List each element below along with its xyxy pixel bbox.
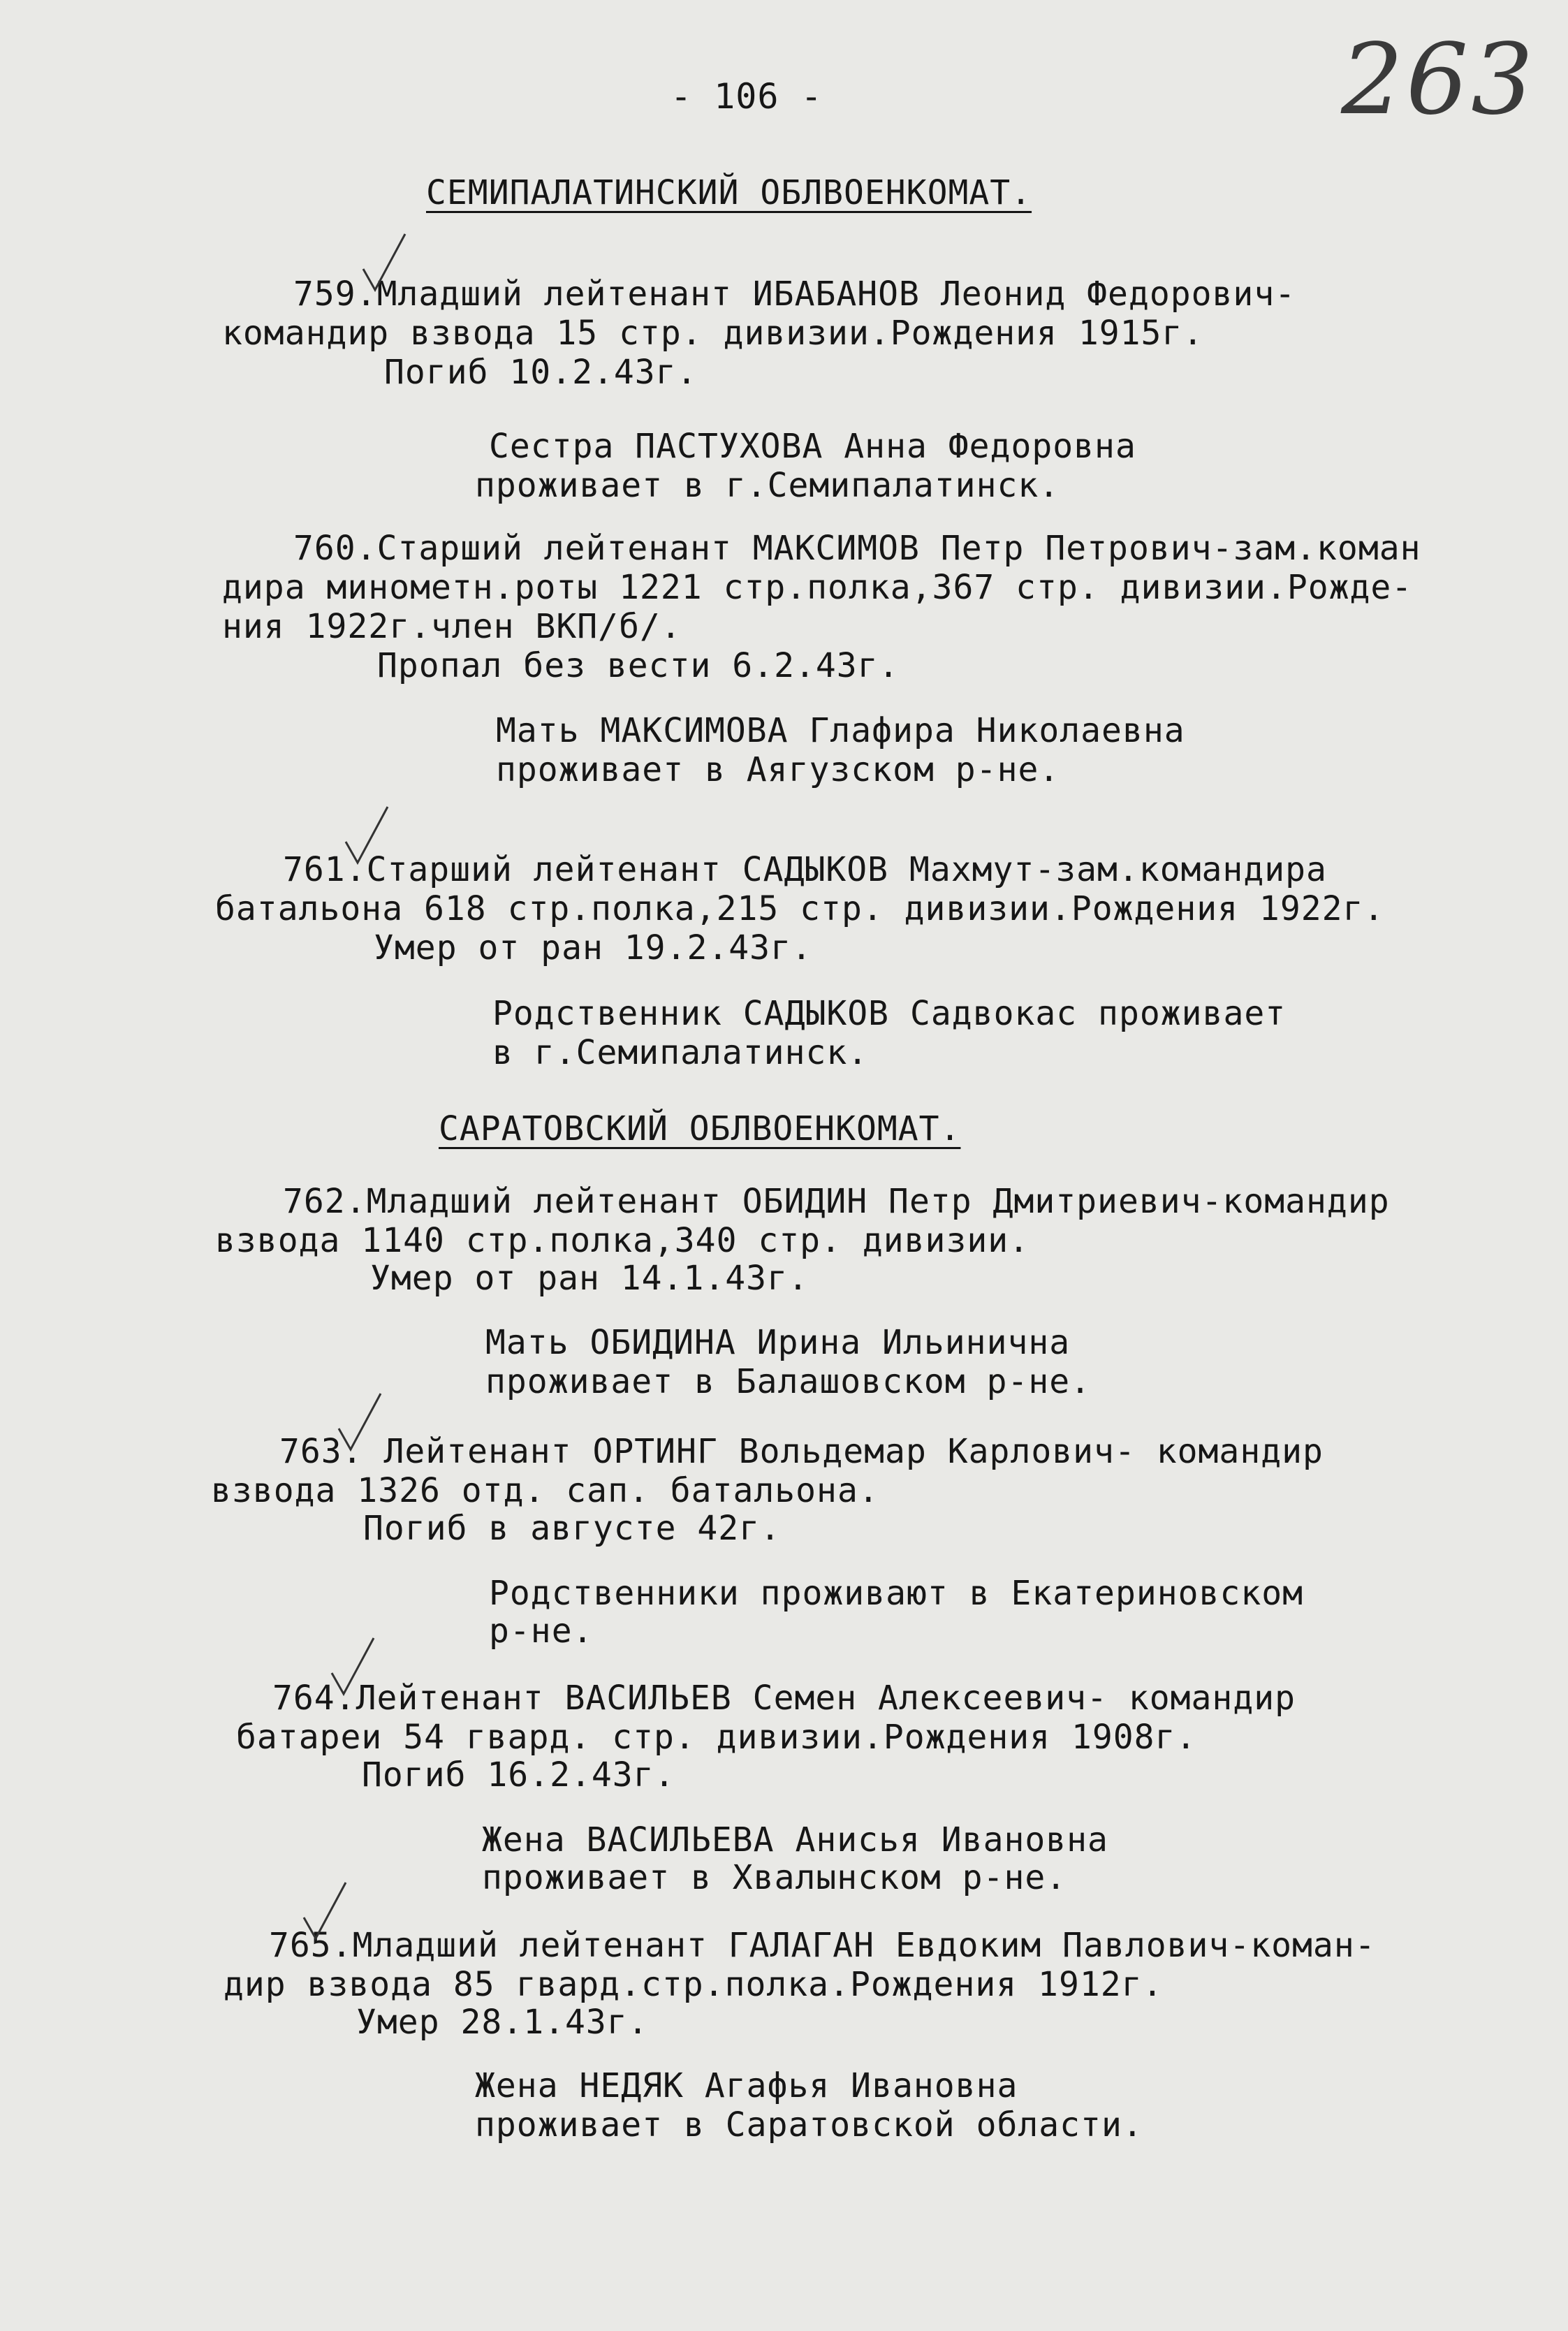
check-mark-icon — [342, 803, 391, 866]
entry-763-line-2: взвода 1326 отд. сап. батальона. — [211, 1471, 879, 1510]
check-mark-icon — [360, 231, 409, 293]
entry-759-line-3: Погиб 10.2.43г. — [384, 353, 698, 392]
entry-760-line-3: ния 1922г.член ВКП/б/. — [222, 607, 682, 646]
entry-765-relative-1: Жена НЕДЯК Агафья Ивановна — [475, 2066, 1018, 2105]
entry-759-relative-1: Сестра ПАСТУХОВА Анна Федоровна — [489, 427, 1136, 466]
check-mark-icon — [328, 1635, 377, 1697]
entry-761-line-1: 761.Старший лейтенант САДЫКОВ Махмут-зам.командира — [283, 850, 1327, 889]
entry-761-relative-1: Родственник САДЫКОВ Садвокас проживает — [492, 994, 1287, 1033]
entry-760-relative-1: Мать МАКСИМОВА Глафира Николаевна — [496, 711, 1185, 750]
entry-760-line-1: 760.Старший лейтенант МАКСИМОВ Петр Петрович-зам.коман — [293, 529, 1421, 568]
entry-763-relative-2: р-не. — [489, 1612, 594, 1651]
entry-760-relative-2: проживает в Аягузском р-не. — [496, 750, 1060, 789]
entry-764-line-2: батареи 54 гвард. стр. дивизии.Рождения 1908г. — [236, 1718, 1197, 1757]
entry-762-line-1: 762.Младший лейтенант ОБИДИН Петр Дмитриевич-командир — [283, 1182, 1390, 1221]
entry-761-line-2: батальона 618 стр.полка,215 стр. дивизии.Рождения 1922г. — [215, 889, 1385, 928]
entry-764-relative-1: Жена ВАСИЛЬЕВА Анисья Ивановна — [482, 1820, 1108, 1859]
entry-764-line-1: 764.Лейтенант ВАСИЛЬЕВ Семен Алексеевич- командир — [272, 1679, 1296, 1718]
entry-759-line-2: командир взвода 15 стр. дивизии.Рождения 1915г. — [222, 314, 1204, 353]
entry-764-line-3: Погиб 16.2.43г. — [362, 1755, 675, 1795]
entry-760-line-2: дира минометн.роты 1221 стр.полка,367 стр. дивизии.Рожде- — [222, 568, 1413, 607]
entry-763-line-1: 763. Лейтенант ОРТИНГ Вольдемар Карлович- командир — [279, 1432, 1324, 1471]
entry-760-line-4: Пропал без вести 6.2.43г. — [377, 646, 900, 685]
entry-762-relative-2: проживает в Балашовском р-не. — [485, 1362, 1092, 1401]
entry-765-relative-2: проживает в Саратовской области. — [475, 2105, 1143, 2144]
entry-765-line-3: Умер 28.1.43г. — [356, 2003, 649, 2042]
section-title-saratov: САРАТОВСКИЙ ОБЛВОЕНКОМАТ. — [439, 1109, 961, 1148]
entry-759-line-1: 759.Младший лейтенант ИБАБАНОВ Леонид Федорович- — [293, 275, 1296, 314]
check-mark-icon — [335, 1390, 384, 1453]
entry-762-line-3: Умер от ран 14.1.43г. — [370, 1259, 809, 1298]
check-mark-icon — [300, 1879, 349, 1942]
section-title-semipalatinsk: СЕМИПАЛАТИНСКИЙ ОБЛВОЕНКОМАТ. — [426, 173, 1032, 212]
entry-765-line-2: дир взвода 85 гвард.стр.полка.Рождения 1912г. — [224, 1965, 1164, 2004]
entry-761-relative-2: в г.Семипалатинск. — [492, 1033, 869, 1072]
entry-765-line-1: 765.Младший лейтенант ГАЛАГАН Евдоким Павлович-коман- — [269, 1926, 1376, 1965]
entry-759-relative-2: проживает в г.Семипалатинск. — [475, 466, 1060, 505]
entry-763-line-3: Погиб в августе 42г. — [363, 1509, 781, 1548]
entry-761-line-3: Умер от ран 19.2.43г. — [374, 928, 812, 967]
entry-762-line-2: взвода 1140 стр.полка,340 стр. дивизии. — [215, 1221, 1030, 1260]
page-number: - 106 - — [671, 76, 823, 117]
entry-762-relative-1: Мать ОБИДИНА Ирина Ильинична — [485, 1323, 1071, 1362]
archive-folio-number: 263 — [1341, 23, 1537, 137]
entry-763-relative-1: Родственники проживают в Екатериновском — [489, 1574, 1304, 1613]
entry-764-relative-2: проживает в Хвалынском р-не. — [482, 1858, 1067, 1897]
